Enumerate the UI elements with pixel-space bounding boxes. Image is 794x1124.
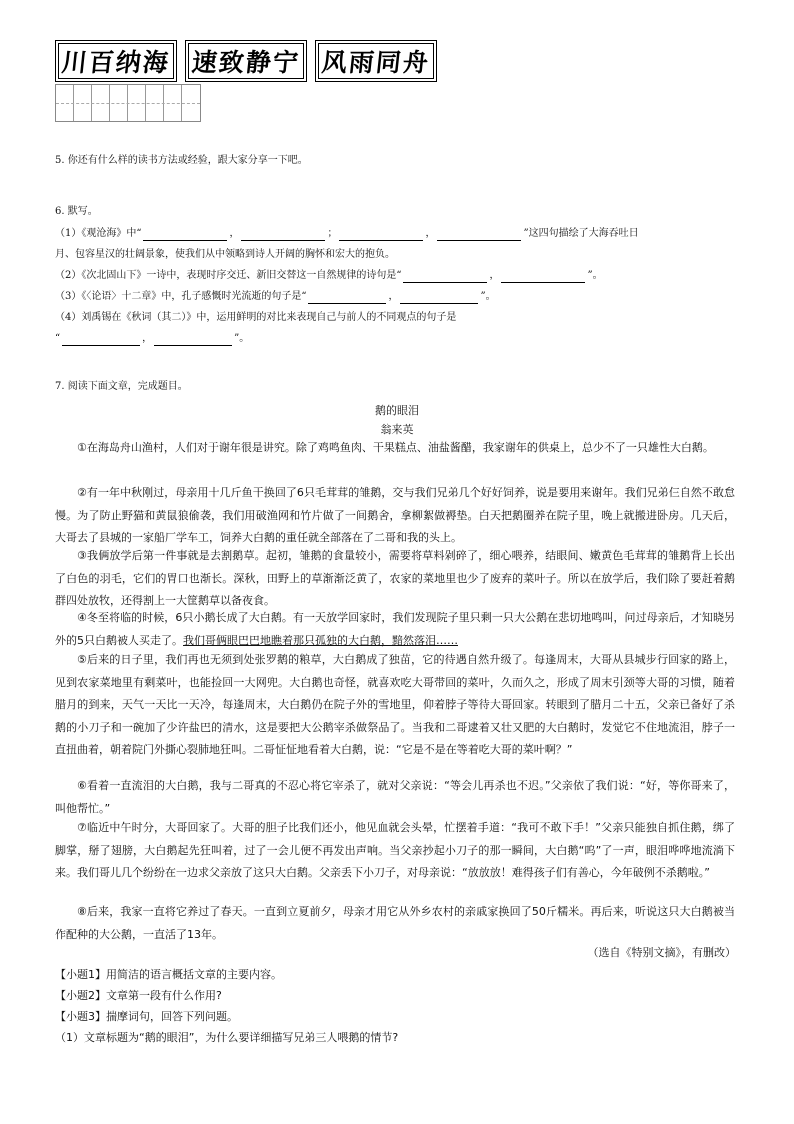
paragraph-1: ①在海岛舟山渔村，人们对于谢年很是讲究。除了鸡鸣鱼肉、干果糕点、油盐酱醋，我家谢年的供桌上，总少不了一只雄性大白鹅。 (77, 441, 714, 454)
paragraph-6: ⑥看着一直流泪的大白鹅，我与二哥真的不忍心将它宰杀了，就对父亲说：“等会儿再杀也不迟。”父亲依了我们说：“好，等你哥来了，叫他帮忙。” (55, 779, 735, 815)
question-6-item-4-cont: “ ， ”。 (55, 333, 250, 344)
paragraph-5: ⑤后来的日子里，我们再也无须到处张罗鹅的粮草，大白鹅成了独苗，它的待遇自然升级了。每逢周末，大哥从县城步行回家的路上，见到农家菜地里有剩菜叶，也能捡回一大网兜。大白鹅也奇怪，就喜欢吃大哥带回的菜叶，久而久之，形成了周末引颈等大哥的习惯，随着腊月的到来，天气一天比一天冷，每逢周末，大白鹅仍在院子外的雪地里，仰着脖子等待大哥回家。转眼到了腊月二十五，父亲已备好了杀鹅的小刀子和一碗加了少许盐巴的清水，这是要把大公鹅宰杀做祭品了。当我和二哥逮着又壮又肥的大白鹅时，发觉它不住地流泪，脖子一直扭曲着，朝着院门外撕心裂肺地狂叫。二哥怔怔地看着大白鹅，说：“它是不是在等着吃大哥的菜叶啊？” (55, 653, 735, 756)
writing-grid (55, 84, 201, 122)
calligraphy-text: 风雨同舟 (320, 48, 432, 77)
question-7-title: 7. 阅读下面文章，完成题目。 (55, 381, 188, 392)
article-title: 鹅的眼泪 (375, 404, 419, 417)
calligraphy-header (55, 40, 437, 82)
question-5: 5. 你还有什么样的读书方法或经验，跟大家分享一下吧。 (55, 155, 308, 166)
blank[interactable] (62, 335, 140, 346)
calligraphy-text: 速致静宁 (190, 48, 302, 77)
blank[interactable] (143, 230, 227, 241)
sub-question-2: 【小题2】文章第一段有什么作用? (55, 989, 222, 1002)
blank[interactable] (403, 272, 487, 283)
question-6-item-1-cont: 月、包容星汉的壮阔景象，使我们从中领略到诗人开阔的胸怀和宏大的抱负。 (55, 249, 395, 260)
question-6-item-3: （3）《〈论语〉十二章》中，孔子感慨时光流逝的句子是“ ， ”。 (55, 291, 496, 302)
blank[interactable] (241, 230, 325, 241)
underlined-sentence: 我们哥俩眼巴巴地瞧着那只孤独的大白鹅，黯然落泪…… (183, 633, 458, 647)
paragraph-4: ④冬至将临的时候，6只小鹅长成了大白鹅。有一天放学回家时，我们发现院子里只剩一只大公鹅在悲切地鸣叫，问过母亲后，才知晓另外的5只白鹅被人买走了。我们哥俩眼巴巴地瞧着那只孤独的大白鹅，黯然落泪…… (55, 611, 735, 647)
paragraph-7: ⑦临近中午时分，大哥回家了。大哥的胆子比我们还小，他见血就会头晕，忙摆着手道：“我可不敢下手！”父亲只能独自抓住鹅，绑了脚掌，掰了翅膀，大白鹅起先狂叫着，过了一会儿便不再发出声响。当父亲抄起小刀子的那一瞬间，大白鹅“呜”了一声，眼泪哗哗地流淌下来。我们哥儿几个纷纷在一边求父亲放了这只大白鹅。父亲丢下小刀子，对母亲说：“放放放！难得孩子们有善心，今年破例不杀鹅啦。” (55, 821, 735, 879)
calligraphy-box-2 (185, 40, 307, 82)
question-6-item-2: （2）《次北固山下》一诗中，表现时序交迁、新旧交替这一自然规律的诗句是“ ， ”。 (55, 270, 603, 281)
blank[interactable] (501, 272, 585, 283)
blank[interactable] (308, 293, 386, 304)
calligraphy-text: 川百纳海 (60, 48, 172, 77)
calligraphy-box-1 (55, 40, 177, 82)
sub-question-3-1: （1）文章标题为“鹅的眼泪”，为什么要详细描写兄弟三人喂鹅的情节? (55, 1031, 399, 1044)
blank[interactable] (339, 230, 423, 241)
question-6-item-1: （1）《观沧海》中“ ， ； ， ”这四句描绘了大海吞吐日 (55, 228, 639, 239)
paragraph-2: ②有一年中秋刚过，母亲用十几斤鱼干换回了6只毛茸茸的雏鹅，交与我们兄弟几个好好饲养，说是要用来谢年。我们兄弟仨自然不敢怠慢。为了防止野猫和黄鼠狼偷袭，我们用破渔网和竹片做了一间鹅舍，拿柳絮做褥垫。白天把鹅圈养在院子里，晚上就搬进卧房。几天后，大哥去了县城的一家船厂学车工，饲养大白鹅的重任就全部落在了二哥和我的头上。 (55, 486, 735, 544)
blank[interactable] (437, 230, 521, 241)
question-6-title: 6. 默写。 (55, 206, 98, 217)
article-source: （选自《特别文摘》，有删改） (587, 946, 736, 959)
paragraph-3: ③我俩放学后第一件事就是去割鹅草。起初，雏鹅的食量较小，需要将草料剁碎了，细心喂养，结眼间、嫩黄色毛茸茸的雏鹅背上长出了白色的羽毛，它们的胃口也渐长。深秋，田野上的草渐渐泛黄了，农家的菜地里也少了废弃的菜叶子。所以在放学后，我们除了要赶着鹅群四处放牧，还得割上一大筐鹅草以备夜食。 (55, 549, 735, 607)
paragraph-8: ⑧后来，我家一直将它养过了春天。一直到立夏前夕，母亲才用它从外乡农村的亲戚家换回了50斤糯米。再后来，听说这只大白鹅被当作配种的大公鹅，一直活了13年。 (55, 905, 735, 941)
article-author: 翁来英 (380, 423, 414, 436)
blank[interactable] (400, 293, 478, 304)
sub-question-1: 【小题1】用简洁的语言概括文章的主要内容。 (55, 968, 282, 981)
blank[interactable] (154, 335, 232, 346)
sub-question-3: 【小题3】揣摩词句，回答下列问题。 (55, 1010, 238, 1023)
calligraphy-box-3 (315, 40, 437, 82)
question-6-item-4: （4）刘禹锡在《秋词（其二）》中，运用鲜明的对比来表现自己与前人的不同观点的句子是 (55, 312, 457, 323)
